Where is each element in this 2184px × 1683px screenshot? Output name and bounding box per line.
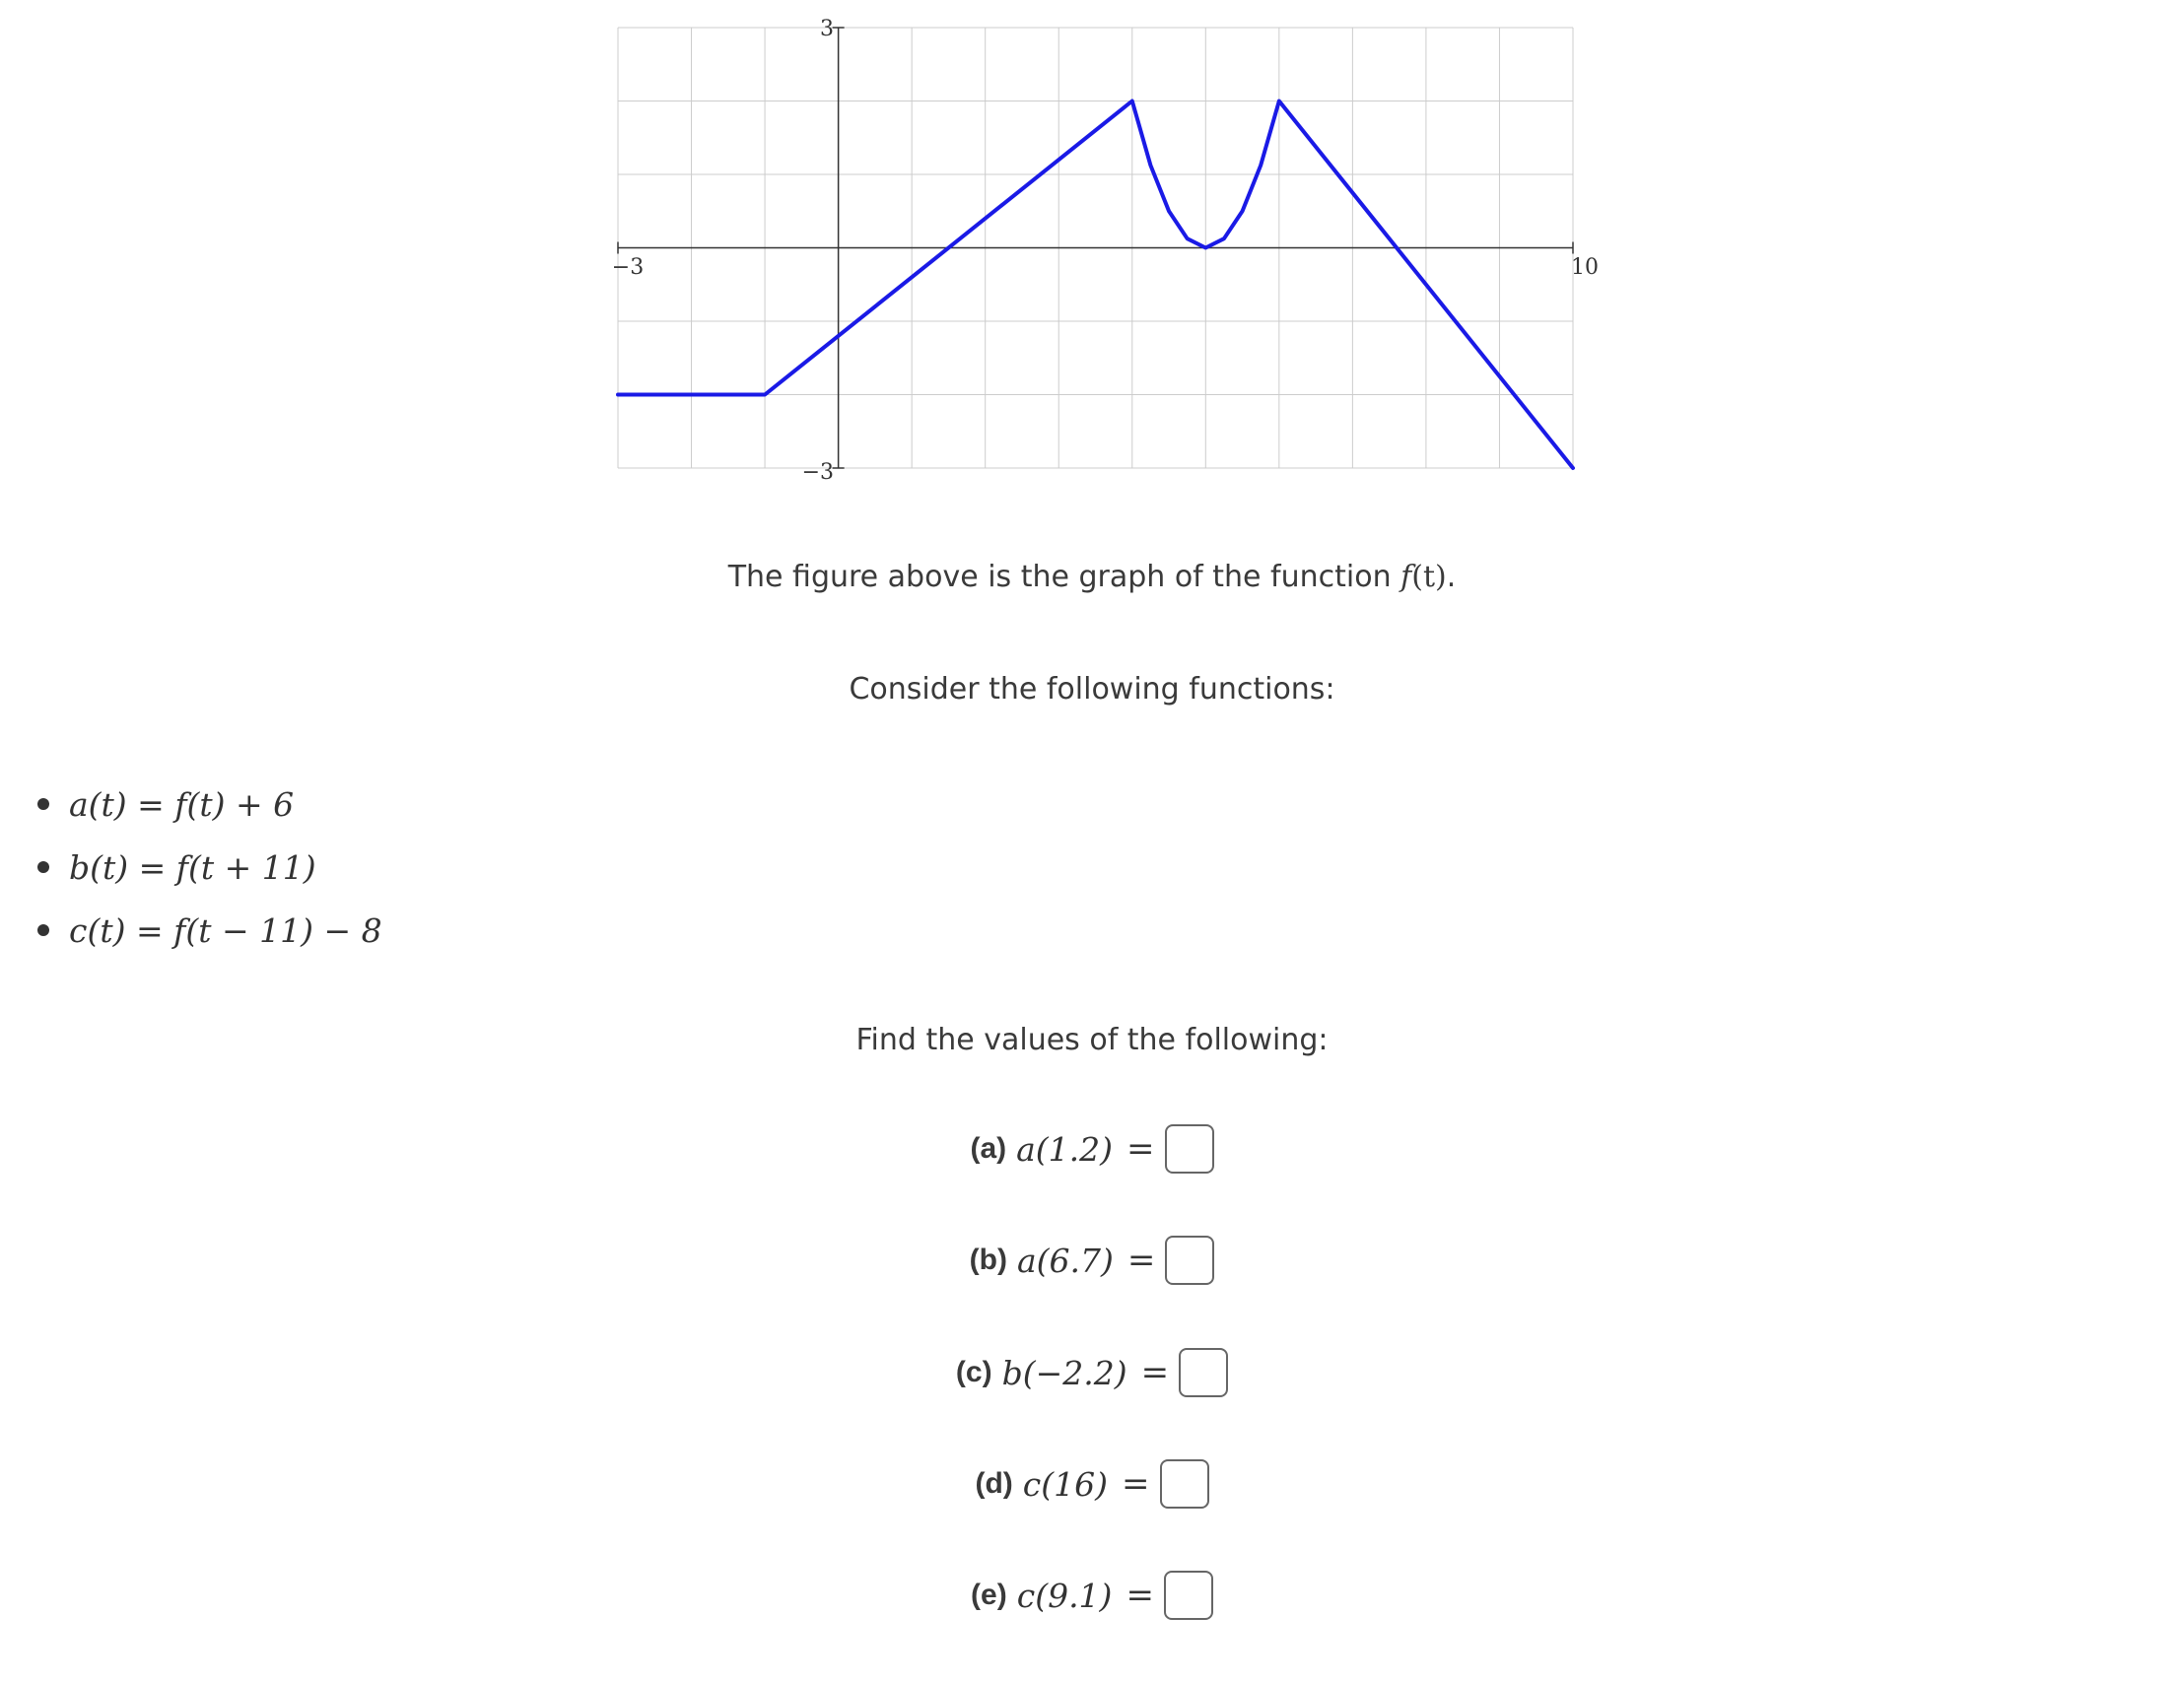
bullet-icon (37, 798, 49, 810)
figure-caption-text: The figure above is the graph of the function (727, 560, 1401, 594)
question-a-equals: = (1126, 1129, 1155, 1169)
question-d-label: (d) (975, 1467, 1013, 1500)
question-e (0, 1566, 2184, 1625)
bullet-icon (37, 924, 49, 936)
figure-caption-arg: (t) (1411, 560, 1447, 594)
function-def-b-lhs: b(t) = (69, 848, 176, 887)
tick-label-x-max: 10 (1571, 255, 1599, 280)
tick-label-y-min: −3 (801, 460, 834, 485)
question-a-expr: a(1.2) (1016, 1129, 1114, 1169)
axes (618, 28, 1573, 468)
question-e-expr: c(9.1) (1016, 1576, 1113, 1615)
question-c-equals: = (1140, 1353, 1170, 1392)
figure-caption-fn: f (1400, 560, 1412, 594)
answer-input-b[interactable] (1165, 1236, 1214, 1285)
question-b-expr: a(6.7) (1016, 1241, 1114, 1280)
function-def-c-lhs: c(t) = (69, 911, 174, 950)
question-a (0, 1119, 2184, 1178)
answer-input-d[interactable] (1160, 1459, 1209, 1509)
function-definitions (37, 774, 382, 963)
function-def-a-rhs: f(t) + 6 (174, 785, 295, 824)
find-text: Find the values of the following: (855, 1023, 1329, 1057)
answer-input-c[interactable] (1179, 1348, 1228, 1397)
bullet-icon (37, 861, 49, 873)
figure-caption-period: . (1446, 560, 1457, 594)
series-layer (618, 101, 1573, 469)
series-line-f (618, 101, 1573, 469)
question-e-label: (e) (971, 1579, 1007, 1611)
function-def-a (37, 774, 382, 837)
question-b-label: (b) (969, 1244, 1007, 1276)
question-c-label: (c) (955, 1356, 992, 1388)
answer-input-e[interactable] (1164, 1571, 1213, 1620)
question-a-label: (a) (970, 1132, 1007, 1165)
consider-text: Consider the following functions: (849, 672, 1335, 707)
function-def-a-lhs: a(t) = (69, 785, 175, 824)
question-d-expr: c(16) (1022, 1464, 1109, 1504)
answer-input-a[interactable] (1165, 1124, 1214, 1174)
function-def-b-rhs: f(t + 11) (175, 848, 316, 887)
tick-labels (612, 17, 1599, 485)
figure-caption (0, 560, 2184, 594)
question-d-equals: = (1122, 1464, 1150, 1504)
question-c-expr: b(−2.2) (1001, 1353, 1127, 1392)
question-e-equals: = (1126, 1576, 1154, 1615)
question-c (0, 1343, 2184, 1402)
tick-label-y-max: 3 (820, 17, 834, 41)
question-d (0, 1454, 2184, 1514)
function-def-c (37, 900, 382, 963)
tick-label-x-min: −3 (611, 255, 645, 280)
question-b (0, 1231, 2184, 1290)
function-def-b (37, 837, 382, 900)
question-b-equals: = (1126, 1241, 1156, 1280)
function-def-c-rhs: f(t − 11) − 8 (173, 911, 382, 950)
function-graph (0, 0, 2184, 512)
